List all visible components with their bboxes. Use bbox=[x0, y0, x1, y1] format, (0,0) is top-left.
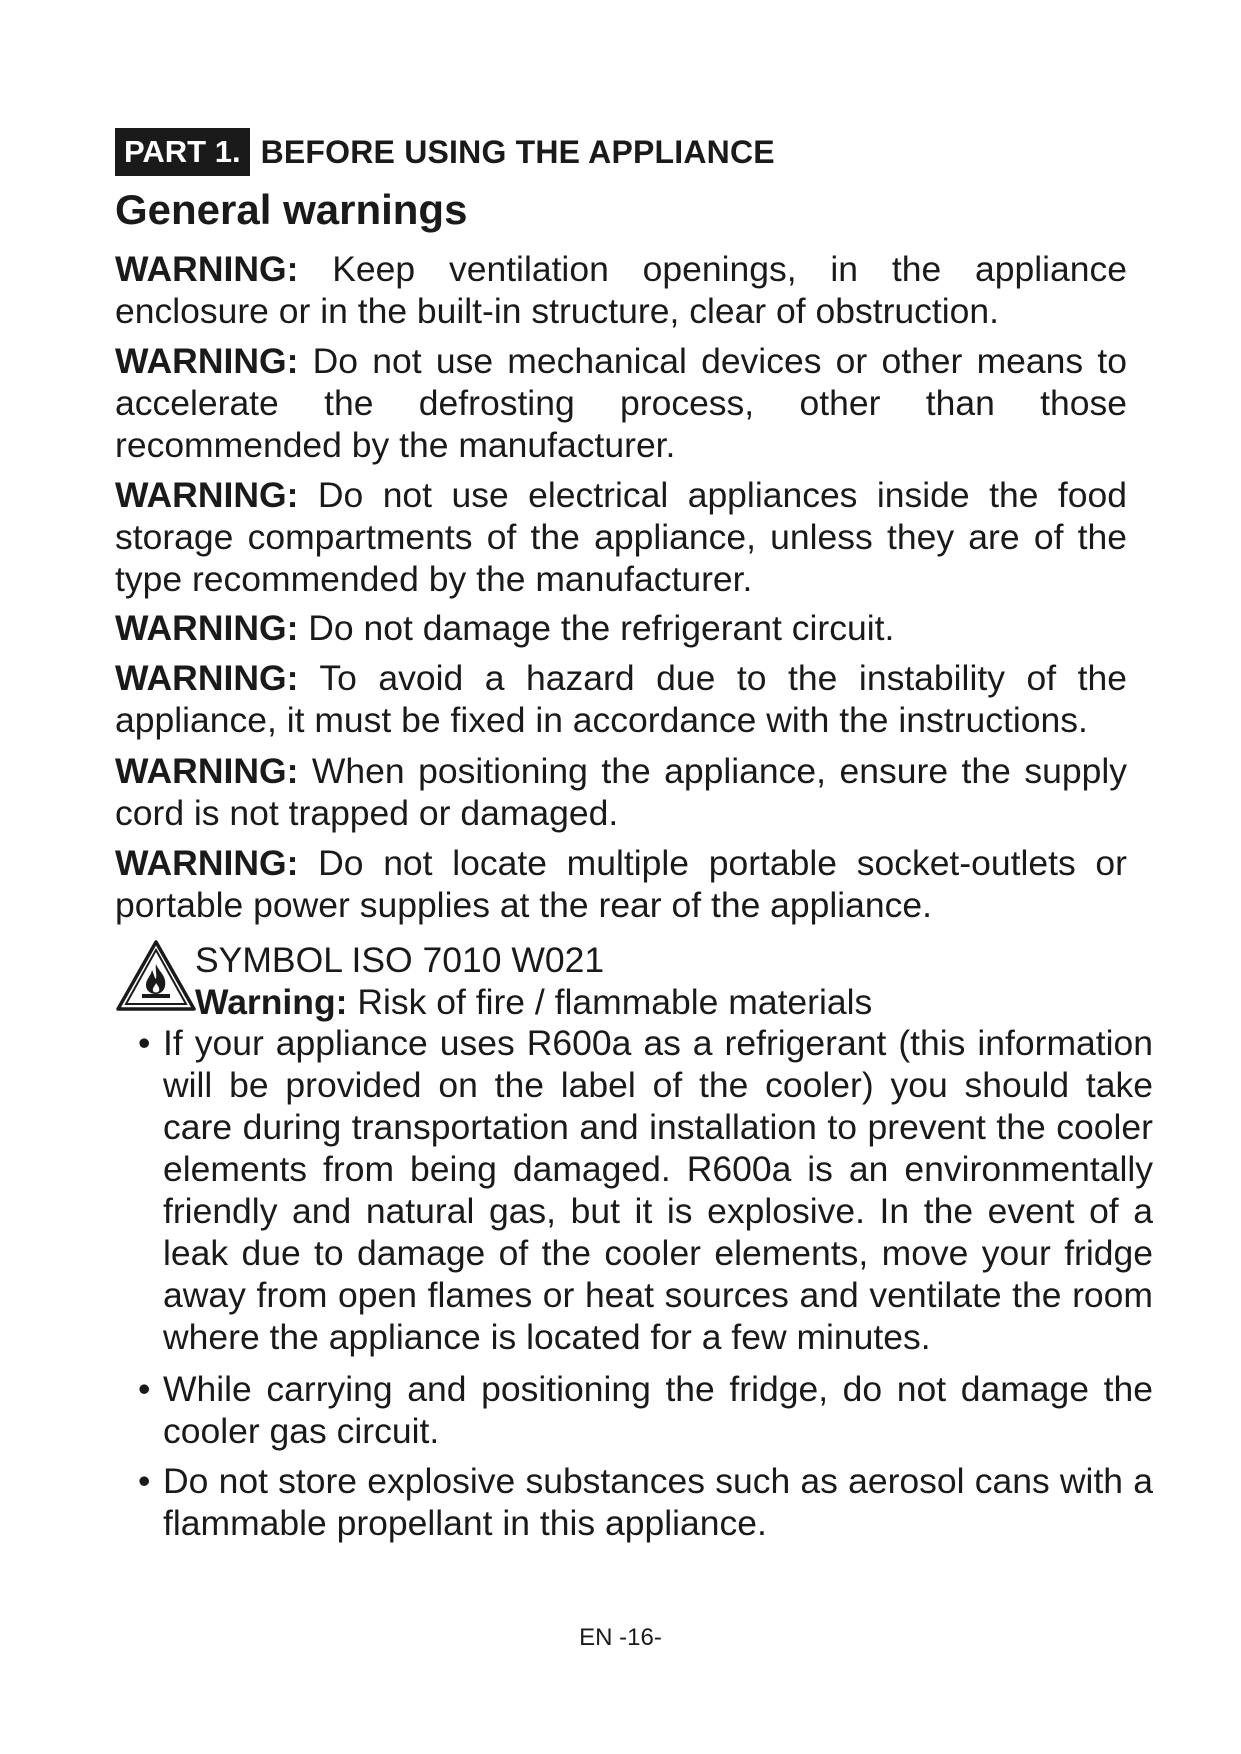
symbol-description: Risk of fire / flammable materials bbox=[357, 982, 873, 1022]
warning-label: WARNING: bbox=[115, 751, 299, 791]
symbol-caption bbox=[195, 981, 872, 1023]
part-header bbox=[115, 128, 775, 176]
part-title: BEFORE USING THE APPLIANCE bbox=[260, 133, 775, 170]
part-badge: PART 1. bbox=[115, 128, 250, 176]
warning-text: To avoid a hazard due to the instability of the appliance, it must be fixed in accordance with the instructions. bbox=[115, 658, 1127, 740]
warning-text: Do not damage the refrigerant circuit. bbox=[308, 608, 895, 648]
section-title: General warnings bbox=[115, 186, 468, 233]
warning-paragraph bbox=[115, 474, 1127, 600]
warning-label: WARNING: bbox=[115, 608, 299, 648]
flammable-warning-icon bbox=[115, 939, 197, 1013]
warning-paragraph bbox=[115, 657, 1127, 741]
warning-paragraph bbox=[115, 340, 1127, 466]
bullet-dot: • bbox=[138, 1369, 151, 1409]
warning-paragraph bbox=[115, 607, 1127, 649]
page-number: EN -16- bbox=[579, 1624, 662, 1651]
list-item-text: While carrying and positioning the fridge, do not damage the cooler gas circuit. bbox=[163, 1369, 1153, 1451]
list-item-text: Do not store explosive substances such as aerosol cans with a flammable propellant in this appliance. bbox=[163, 1461, 1153, 1543]
warning-text: When positioning the appliance, ensure the supply cord is not trapped or damaged. bbox=[115, 751, 1128, 833]
warning-label: WARNING: bbox=[115, 658, 299, 698]
warning-label: WARNING: bbox=[115, 341, 299, 381]
warning-text: Do not locate multiple portable socket-outlets or portable power supplies at the rear of the appliance. bbox=[115, 843, 1127, 925]
warning-label: WARNING: bbox=[115, 475, 299, 515]
warning-paragraph bbox=[115, 248, 1127, 332]
warning-paragraph bbox=[115, 842, 1127, 926]
warning-label: WARNING: bbox=[115, 249, 299, 289]
warning-text: Do not use mechanical devices or other means to accelerate the defrosting process, other than those recommended by the manufacturer. bbox=[115, 341, 1127, 465]
warning-label: WARNING: bbox=[115, 843, 299, 883]
symbol-code: SYMBOL ISO 7010 W021 bbox=[195, 940, 605, 980]
warning-text: Keep ventilation openings, in the appliance enclosure or in the built-in structure, clear of obstruction. bbox=[115, 249, 1127, 331]
warning-paragraph bbox=[115, 750, 1127, 834]
bullet-dot: • bbox=[138, 1023, 151, 1063]
symbol-block bbox=[115, 939, 1127, 1029]
list-item-text: If your appliance uses R600a as a refrigerant (this information will be provided on the label of the cooler) you should take care during transportation and installation to prevent the cooler elements from being damaged. R600a is an environmentally friendly and natural gas, but it is explosive. In the event of a leak due to damage of the cooler elements, move your fridge away from open flames or heat sources and ventilate the room where the appliance is located for a few minutes. bbox=[163, 1023, 1153, 1357]
symbol-warning-label: Warning: bbox=[195, 982, 348, 1022]
warning-text: Do not use electrical appliances inside the food storage compartments of the appliance, unless they are of the type recommended by the manufacturer. bbox=[115, 475, 1127, 599]
bullet-dot: • bbox=[138, 1461, 151, 1501]
